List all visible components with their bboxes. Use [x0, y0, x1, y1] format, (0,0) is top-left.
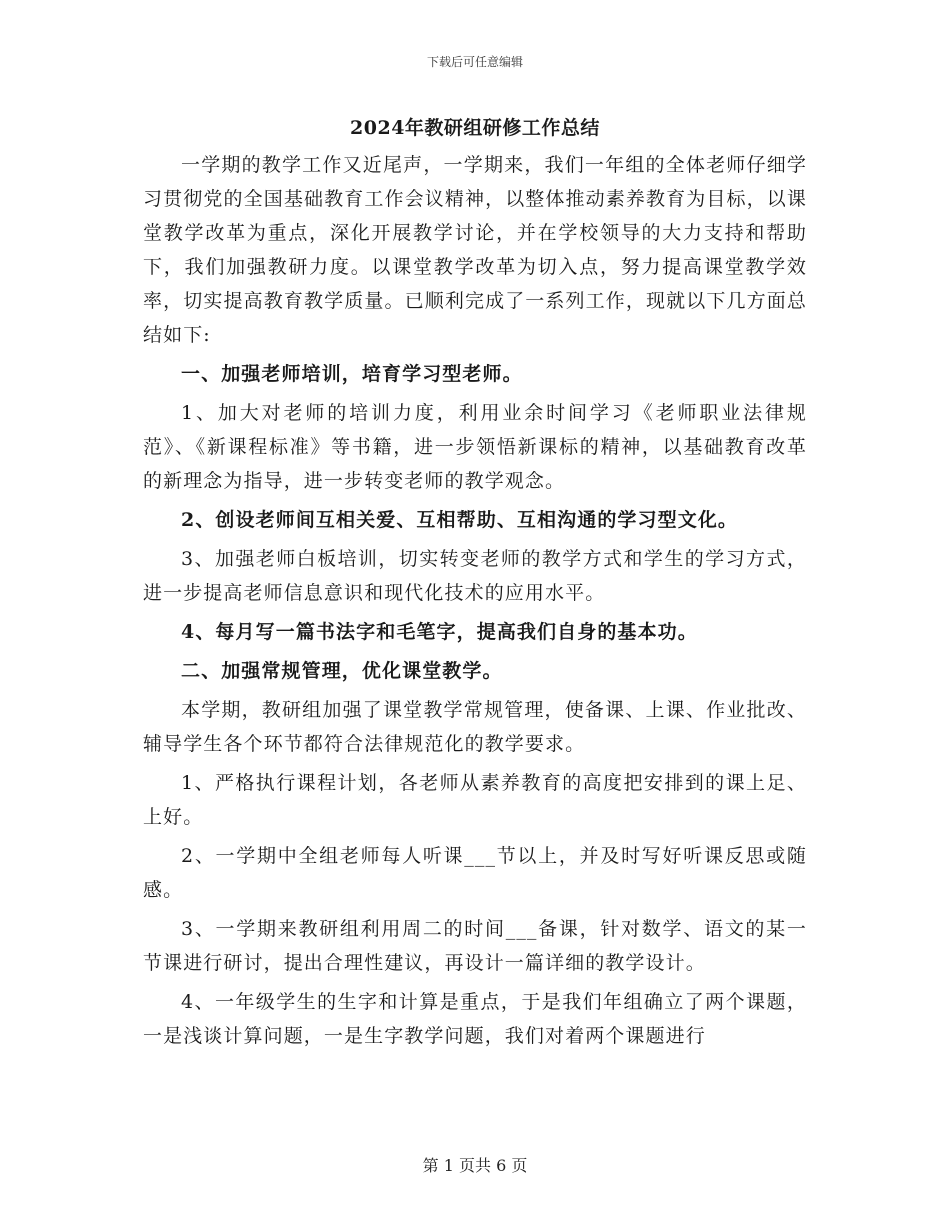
section-heading: 4、每月写一篇书法字和毛笔字，提高我们自身的基本功。 [181, 621, 698, 643]
paragraph: 一学期的教学工作又近尾声，一学期来，我们一年组的全体老师仔细学习贯彻党的全国基础教育工作会议精神，以整体推动素养教育为目标，以课堂教学改革为重点，深化开展教学讨论，并在学校领导的大力支持和帮助下，我们加强教研力度。以课堂教学改革为切入点，努力提高课堂教学效率，切实提高教育教学质量。已顺利完成了一系列工作，现就以下几方面总结如下: [143, 154, 807, 346]
paragraph: 4、一年级学生的生字和计算是重点，于是我们年组确立了两个课题，一是浅谈计算问题，一是生字教学问题，我们对着两个课题进行 [143, 991, 807, 1047]
section-heading: 2、创设老师间互相关爱、互相帮助、互相沟通的学习型文化。 [181, 509, 739, 531]
section-heading: 二、加强常规管理，优化课堂教学。 [181, 660, 503, 682]
paragraph: 2、一学期中全组老师每人听课___节以上，并及时写好听课反思或随感。 [143, 845, 807, 901]
document-title: 2024年教研组研修工作总结 [350, 117, 600, 139]
paragraph: 本学期，教研组加强了课堂教学常规管理，使备课、上课、作业批改、辅导学生各个环节都符合法律规范化的教学要求。 [143, 699, 807, 755]
paragraph: 3、一学期来教研组利用周二的时间___备课，针对数学、语文的某一节课进行研讨，提出合理性建议，再设计一篇详细的教学设计。 [143, 918, 807, 974]
paragraph: 1、严格执行课程计划，各老师从素养教育的高度把安排到的课上足、上好。 [143, 772, 807, 828]
paragraph: 1、加大对老师的培训力度，利用业余时间学习《老师职业法律规范》、《新课程标准》等书籍，进一步领悟新课标的精神，以基础教育改革的新理念为指导，进一步转变老师的教学观念。 [143, 402, 807, 492]
document-body [143, 113, 807, 1058]
paragraph: 3、加强老师白板培训，切实转变老师的教学方式和学生的学习方式，进一步提高老师信息意识和现代化技术的应用水平。 [143, 548, 807, 604]
header-note: 下载后可任意编辑 [426, 55, 523, 69]
section-heading: 一、加强老师培训，培育学习型老师。 [181, 363, 523, 385]
page-number-footer: 第 1 页共 6 页 [422, 1156, 528, 1175]
